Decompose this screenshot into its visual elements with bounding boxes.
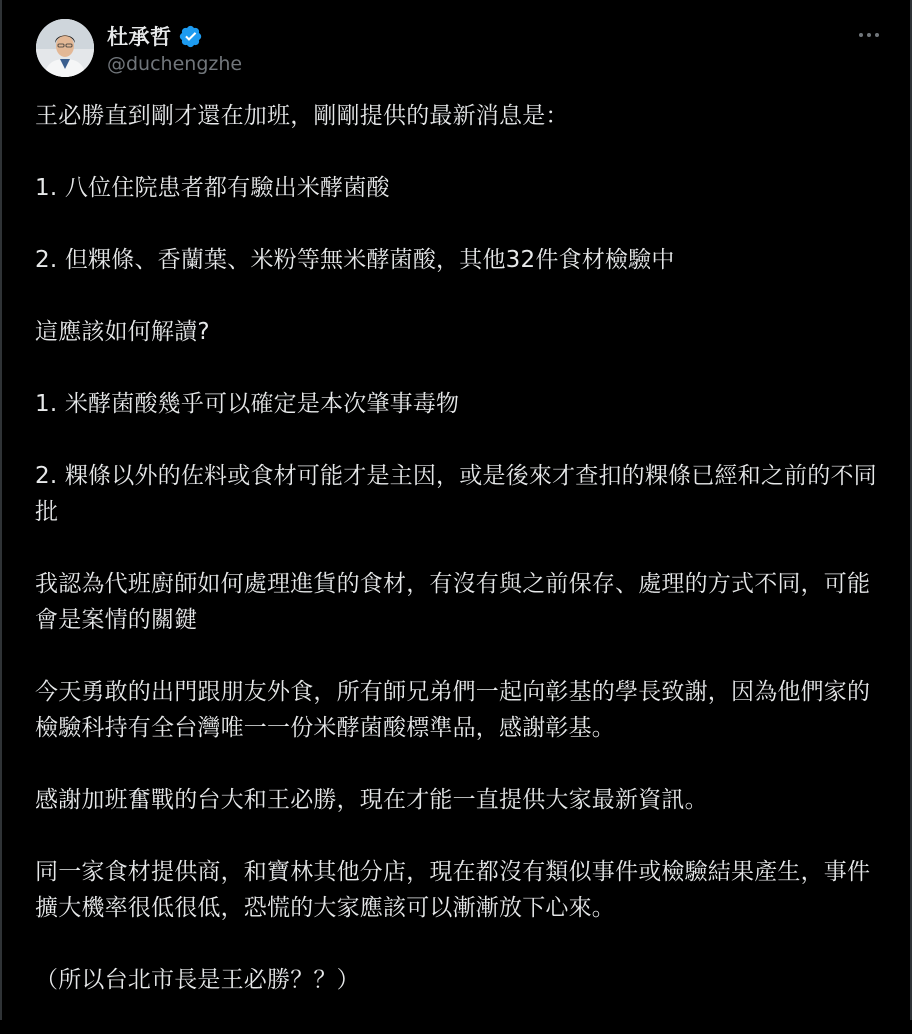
- tweet-paragraph: 1. 八位住院患者都有驗出米酵菌酸: [35, 175, 390, 201]
- tweet-paragraph: 我認為代班廚師如何處理進貨的食材，有沒有與之前保存、處理的方式不同，可能會是案情的關鍵: [35, 571, 871, 633]
- tweet-paragraph: 1. 米酵菌酸幾乎可以確定是本次肇事毒物: [35, 391, 460, 417]
- avatar[interactable]: [36, 19, 94, 77]
- tweet-paragraph: （所以台北市長是王必勝？？）: [35, 967, 360, 993]
- avatar-image: [36, 19, 94, 77]
- tweet-paragraph: 王必勝直到剛才還在加班，剛剛提供的最新消息是：: [35, 103, 569, 129]
- more-horizontal-icon[interactable]: [854, 22, 884, 48]
- author-handle[interactable]: @duchengzhe: [107, 53, 243, 75]
- tweet-text: [35, 98, 885, 1034]
- tweet-paragraph: 這應該如何解讀?: [35, 319, 210, 345]
- author-display-name[interactable]: 杜承哲: [107, 25, 172, 49]
- tweet-paragraph: 2. 粿條以外的佐料或食材可能才是主因，或是後來才查扣的粿條已經和之前的不同批: [35, 463, 877, 525]
- tweet-paragraph: 2. 但粿條、香蘭葉、米粉等無米酵菌酸，其他32件食材檢驗中: [35, 247, 675, 273]
- tweet-paragraph: 同一家食材提供商，和寶林其他分店，現在都沒有類似事件或檢驗結果產生，事件擴大機率很低很低，恐慌的大家應該可以漸漸放下心來。: [35, 859, 871, 921]
- tweet-paragraph: 感謝加班奮戰的台大和王必勝，現在才能一直提供大家最新資訊。: [35, 787, 708, 813]
- author-name-row[interactable]: [107, 22, 203, 50]
- verified-badge-icon: [178, 24, 203, 49]
- tweet-paragraph: 今天勇敢的出門跟朋友外食，所有師兄弟們一起向彰基的學長致謝，因為他們家的檢驗科持有全台灣唯一一份米酵菌酸標準品，感謝彰基。: [35, 679, 871, 741]
